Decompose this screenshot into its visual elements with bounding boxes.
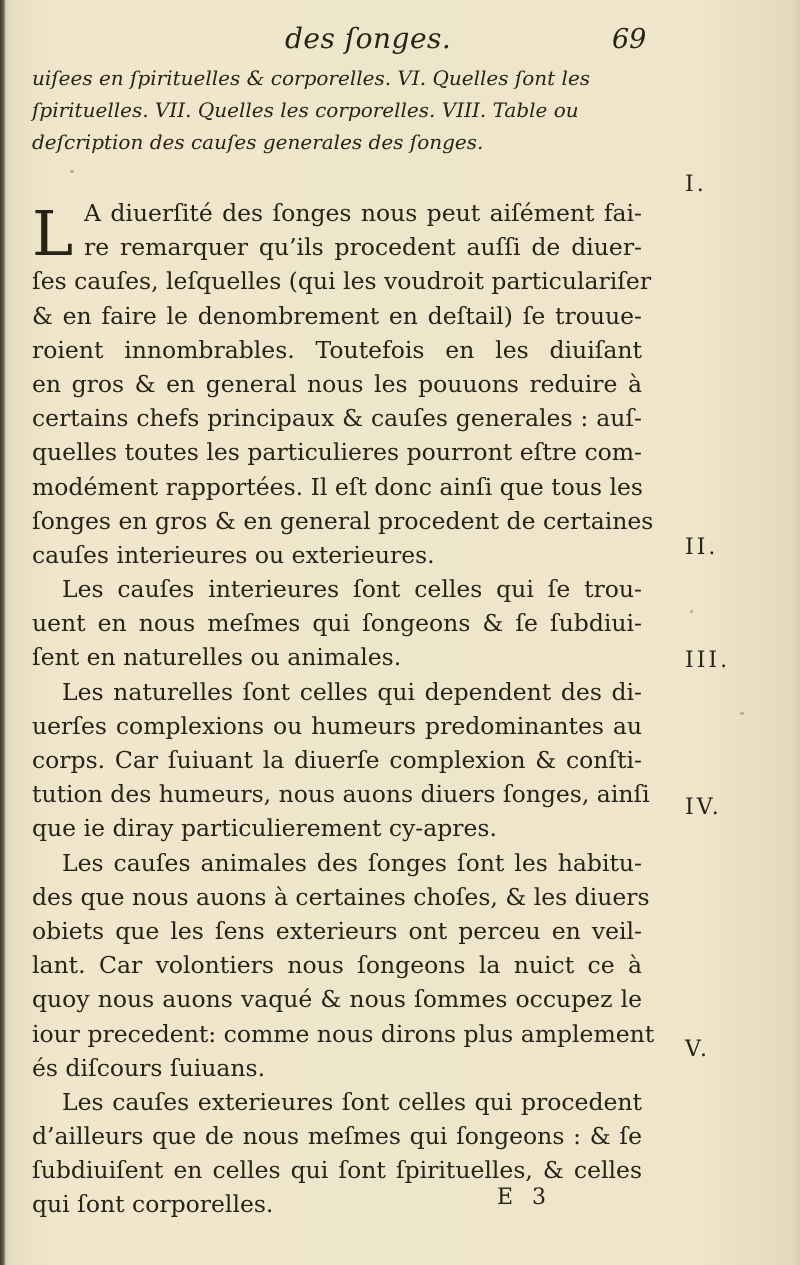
text-line: uent en nous meſmes qui ſongeons & ſe ſubdiui- <box>32 609 642 638</box>
running-head-title: des ſonges. <box>285 22 452 55</box>
text-line: d’ailleurs que de nous meſmes qui ſongeons : & ſe <box>32 1122 642 1151</box>
page-number: 69 <box>612 24 647 55</box>
text-line: obiets que les ſens exterieurs ont perceu en veil- <box>32 916 642 945</box>
drop-capital: L <box>32 197 74 270</box>
text-line: en gros & en general nous les pouuons reduire à <box>32 369 642 398</box>
paper-speck <box>690 610 693 613</box>
signature-mark: E 3 <box>497 1185 553 1210</box>
chapter-summary <box>32 62 672 158</box>
summary-line: deſcription des cauſes generales des ſonges. <box>32 130 484 154</box>
text-line: quoy nous auons vaqué & nous ſommes occupez le <box>32 985 642 1014</box>
paper-speck <box>70 170 74 173</box>
text-line: A diuerſité des ſonges nous peut aiſément fai- <box>84 199 642 227</box>
text-line: Les cauſes animales des ſonges ſont les habitu- <box>62 848 642 877</box>
text-line: re remarquer qu’ils procedent auſſi de diuer- <box>84 233 642 262</box>
summary-line: uiſees en ſpirituelles & corporelles. VI. Quelles ſont les <box>32 66 591 90</box>
text-line: lant. Car volontiers nous ſongeons la nuict ce à <box>32 951 642 980</box>
margin-numeral: IV. <box>685 795 722 820</box>
margin-numeral: I. <box>685 172 707 197</box>
binding-edge <box>0 0 6 1265</box>
text-line: ſent en naturelles ou animales. <box>32 643 402 672</box>
text-line: Les cauſes interieures ſont celles qui ſe trou- <box>62 575 642 604</box>
margin-numeral: II. <box>685 535 719 560</box>
text-line: iour precedent: comme nous dirons plus amplement <box>32 1019 655 1048</box>
text-line: corps. Car ſuiuant la diuerſe complexion & conſti- <box>32 746 642 774</box>
margin-numeral: V. <box>685 1037 711 1062</box>
text-line: tution des humeurs, nous auons diuers ſonges, ainſi <box>32 780 650 809</box>
text-line: certains chefs principaux & cauſes generales : auſ- <box>32 404 642 433</box>
text-line: quelles toutes les particulieres pourront eſtre com- <box>32 438 642 467</box>
text-line: ſonges en gros & en general procedent de certaines <box>32 506 654 535</box>
text-line: ſubdiuiſent en celles qui ſont ſpirituelles, & celles <box>32 1156 642 1185</box>
text-line: que ie diray particulierement cy-apres. <box>32 814 497 843</box>
body-text <box>32 196 655 1222</box>
text-line: cauſes interieures ou exterieures. <box>32 540 435 569</box>
text-line: modément rapportées. Il eſt donc ainſi que tous les <box>32 472 643 501</box>
text-line: roient innombrables. Toutefois en les diuiſant <box>32 335 642 364</box>
text-line: uerſes complexions ou humeurs predominantes au <box>32 711 642 740</box>
text-line: des que nous auons à certaines choſes, & les diuers <box>32 882 650 911</box>
paper-speck <box>740 712 744 715</box>
text-line: & en faire le denombrement en deſtail) ſe trouue- <box>32 301 642 330</box>
running-head <box>0 22 800 62</box>
text-line: és diſcours ſuiuans. <box>32 1053 266 1082</box>
text-line: qui ſont corporelles. <box>32 1190 274 1219</box>
text-line: Les naturelles ſont celles qui dependent des di- <box>62 677 642 706</box>
text-line: ſes cauſes, leſquelles (qui les voudroit particulariſer <box>32 267 652 296</box>
margin-numeral: III. <box>685 648 731 673</box>
text-line: Les cauſes exterieures ſont celles qui procedent <box>62 1087 642 1116</box>
summary-line: ſpirituelles. VII. Quelles les corporelles. VIII. Table ou <box>32 98 579 122</box>
